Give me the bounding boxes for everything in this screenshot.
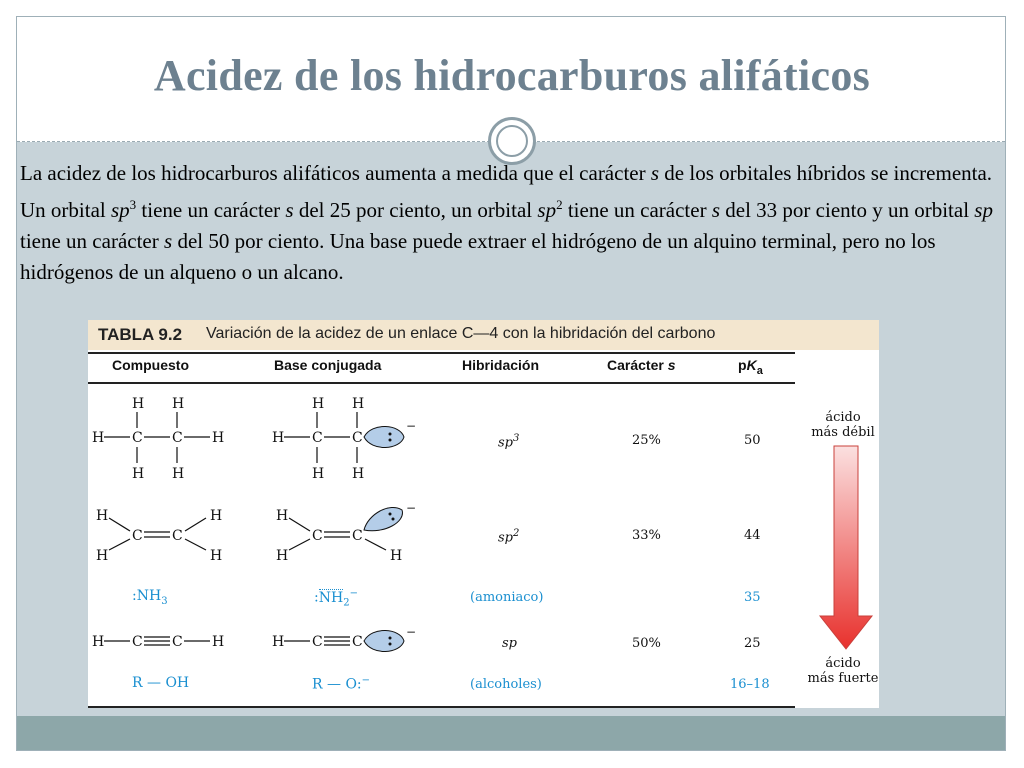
column-header-s-character [607, 357, 676, 373]
electron-dot [389, 513, 392, 516]
atom-c: C [132, 528, 143, 544]
paragraph-text: del 50 por ciento. Una base puede extraer el hidrógeno de un alquino terminal, pero no los hidrógenos de un alqueno o un alcano. [20, 229, 936, 284]
paragraph-italic: s [650, 161, 660, 185]
atom-h: H [92, 430, 105, 446]
table-rule-bottom [88, 706, 795, 708]
table-rule-header [88, 382, 795, 384]
stronger-acid-label [798, 656, 888, 686]
negative-charge: − [406, 501, 417, 515]
atom-c: C [352, 634, 363, 650]
acidity-arrow-icon [816, 444, 876, 654]
paragraph-text: del 25 por ciento, un orbital [293, 198, 538, 222]
ammonia-text: NH [136, 588, 162, 604]
paragraph-italic: sp [110, 198, 130, 222]
pka-subscript: a [756, 364, 763, 377]
alcohol-formula: R — OH [132, 675, 190, 691]
atom-h: H [212, 634, 225, 650]
atom-c: C [172, 528, 183, 544]
ammonia-subscript: 3 [161, 595, 168, 607]
hybridization-alcohols: (alcoholes) [470, 677, 542, 692]
paragraph-italic: s [285, 198, 294, 222]
electron-dot [392, 518, 395, 521]
paragraph-italic: sp [537, 198, 557, 222]
ammonia-formula [132, 588, 168, 607]
atom-h: H [132, 466, 145, 482]
s-character-italic: s [667, 357, 676, 373]
paragraph-text: del 33 por ciento y un orbital [720, 198, 975, 222]
s-character-value: 50% [632, 636, 661, 651]
pka-value: 16–18 [730, 677, 770, 692]
atom-h: H [172, 396, 185, 412]
bond-line [185, 539, 206, 550]
label-line: más débil [811, 425, 875, 440]
s-character-label: Carácter [607, 357, 668, 373]
footer-band [17, 716, 1005, 750]
ethene-structure [92, 504, 272, 574]
atom-h: H [390, 548, 403, 564]
s-character-value: 33% [632, 528, 661, 543]
paragraph-text: tiene un carácter [562, 198, 712, 222]
paragraph-italic: sp [974, 198, 993, 222]
ethane-structure [92, 392, 272, 482]
lone-pair-orbital-icon [364, 507, 402, 530]
label-line: más fuerte [807, 671, 879, 686]
electron-dot [389, 433, 392, 436]
hybridization-value: sp [498, 435, 513, 451]
alkoxide-charge: − [361, 675, 371, 686]
s-character-value: 25% [632, 433, 661, 448]
column-header-conjugate-base: Base conjugada [274, 357, 382, 373]
colon-lone-pair: : [132, 588, 137, 604]
vinyl-anion-structure [272, 501, 452, 574]
atom-c: C [312, 634, 323, 650]
atom-c: C [172, 430, 183, 446]
colon-lone-pair: : [314, 589, 319, 606]
hybridization-superscript: 3 [513, 433, 520, 444]
column-header-hybridization: Hibridación [462, 357, 540, 373]
acetylene-structure [92, 628, 272, 658]
label-line: ácido [825, 656, 861, 671]
atom-c: C [312, 528, 323, 544]
bond-line [289, 539, 310, 550]
electron-dot [389, 439, 392, 442]
alkoxide-formula [312, 675, 370, 693]
atom-h: H [96, 508, 109, 524]
ethyl-anion-structure [272, 392, 452, 482]
atom-h: H [172, 466, 185, 482]
pka-value: 35 [744, 590, 761, 605]
hybridization-sp: sp [502, 636, 517, 651]
atom-h: H [210, 508, 223, 524]
table-number: TABLA 9.2 [98, 325, 183, 344]
atom-c: C [172, 634, 183, 650]
label-line: ácido [825, 410, 861, 425]
atom-c: C [352, 528, 363, 544]
atom-h: H [272, 430, 285, 446]
paragraph-text: tiene un carácter [20, 229, 164, 253]
table-caption-bar [88, 320, 879, 350]
atom-h: H [352, 396, 365, 412]
negative-charge: − [406, 625, 417, 639]
atom-h: H [272, 634, 285, 650]
hybridization-sp3 [498, 433, 519, 450]
lone-pair-orbital-icon [364, 630, 404, 651]
atom-h: H [96, 548, 109, 564]
hybridization-superscript: 2 [513, 528, 520, 539]
pka-value: 50 [744, 433, 761, 448]
amide-subscript: 2 [343, 597, 350, 609]
paragraph-superscript: 3 [129, 197, 137, 212]
body-paragraph [20, 158, 1006, 288]
paragraph-text: de los orbitales híbridos se incrementa. Un orbital [20, 161, 993, 222]
electron-dot [389, 643, 392, 646]
atom-c: C [352, 430, 363, 446]
bond-line [109, 518, 130, 531]
paragraph-superscript: 2 [556, 197, 563, 212]
lone-pair-orbital-icon [364, 426, 404, 447]
pka-p: p [738, 357, 747, 373]
acetylide-structure [272, 625, 452, 658]
bond-line [289, 518, 310, 531]
column-header-compound: Compuesto [112, 357, 189, 373]
amide-text: NH [318, 589, 344, 606]
acidity-table [88, 320, 879, 708]
atom-c: C [312, 430, 323, 446]
column-header-pka [738, 357, 763, 377]
paragraph-text: La acidez de los hidrocarburos alifáticos aumenta a medida que el carácter [20, 161, 651, 185]
table-caption: Variación de la acidez de un enlace C—4 con la hibridación del carbono [206, 325, 716, 342]
atom-h: H [312, 396, 325, 412]
atom-c: C [132, 430, 143, 446]
pka-value: 25 [744, 636, 761, 651]
atom-h: H [276, 548, 289, 564]
paragraph-text: tiene un carácter [136, 198, 286, 222]
arrow-shape [820, 446, 872, 649]
electron-dot [389, 637, 392, 640]
pka-k: K [746, 357, 757, 373]
hybridization-ammonia: (amoniaco) [470, 590, 544, 605]
paragraph-italic: s [164, 229, 173, 253]
atom-h: H [352, 466, 365, 482]
slide-title: Acidez de los hidrocarburos alifáticos [153, 51, 871, 100]
atom-h: H [132, 396, 145, 412]
atom-h: H [312, 466, 325, 482]
bond-line [365, 539, 386, 550]
pka-value: 44 [744, 528, 761, 543]
table-rule-top [88, 352, 795, 354]
bond-line [109, 539, 130, 550]
alkoxide-text: R — O [312, 676, 357, 693]
atom-h: H [210, 548, 223, 564]
paragraph-italic: s [711, 198, 721, 222]
atom-h: H [92, 634, 105, 650]
negative-charge: − [406, 419, 417, 433]
atom-c: C [132, 634, 143, 650]
colon-lone-pair: : [356, 676, 362, 693]
hybridization-value: sp [498, 530, 513, 546]
weaker-acid-label [798, 410, 888, 440]
atom-h: H [276, 508, 289, 524]
hybridization-sp2 [498, 528, 519, 545]
amide-formula [314, 588, 358, 608]
bond-line [185, 518, 206, 531]
atom-h: H [212, 430, 225, 446]
circle-ornament-inner [496, 125, 528, 157]
amide-charge: − [349, 588, 358, 599]
